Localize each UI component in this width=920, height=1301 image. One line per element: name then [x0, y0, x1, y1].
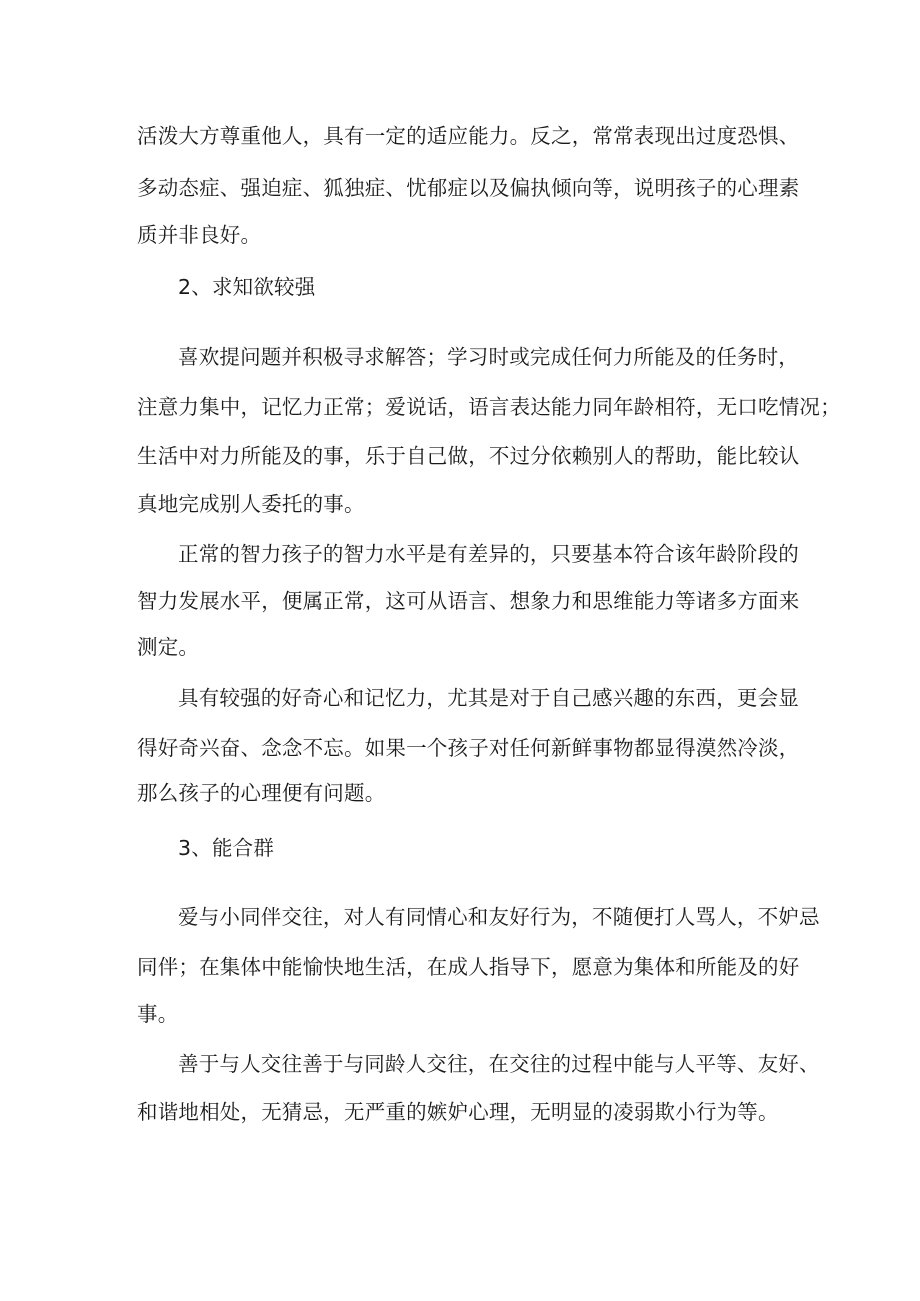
paragraph-2-line-4: 真地完成别人委托的事。 [137, 492, 365, 516]
paragraph-1-line-2: 多动态症、强迫症、狐独症、忧郁症以及偏执倾向等，说明孩子的心理素 [137, 176, 800, 200]
paragraph-2-line-1: 喜欢提问题并积极寻求解答；学习时或完成任何力所能及的任务时， [178, 345, 799, 369]
section-heading-3: 3、能合群 [178, 836, 275, 860]
paragraph-7-line-1: 善于与人交往善于与同龄人交往，在交往的过程中能与人平等、友好、 [178, 1052, 820, 1076]
paragraph-1-line-3: 质并非良好。 [137, 223, 262, 247]
paragraph-3-line-3: 测定。 [137, 635, 200, 659]
paragraph-1-line-1: 活泼大方尊重他人，具有一定的适应能力。反之，常常表现出过度恐惧、 [137, 124, 800, 148]
paragraph-2-line-2: 注意力集中，记忆力正常；爱说话，语言表达能力同年龄相符，无口吃情况； [137, 395, 841, 419]
paragraph-6-line-2: 同伴；在集体中能愉快地生活，在成人指导下，愿意为集体和所能及的好 [137, 955, 800, 979]
paragraph-4-line-2: 得好奇兴奋、念念不忘。如果一个孩子对任何新鲜事物都显得漠然冷淡， [137, 736, 800, 760]
paragraph-2-line-3: 生活中对力所能及的事，乐于自己做，不过分依赖别人的帮助，能比较认 [137, 444, 800, 468]
paragraph-6-line-1: 爱与小同伴交往，对人有同情心和友好行为，不随便打人骂人，不妒忌 [178, 905, 820, 929]
paragraph-4-line-1: 具有较强的好奇心和记忆力，尤其是对于自己感兴趣的东西，更会显 [178, 686, 799, 710]
paragraph-3-line-2: 智力发展水平，便属正常，这可从语言、想象力和思维能力等诸多方面来 [137, 589, 800, 613]
paragraph-4-line-3: 那么孩子的心理便有问题。 [137, 781, 386, 805]
paragraph-7-line-2: 和谐地相处，无猜忌，无严重的嫉妒心理，无明显的凌弱欺小行为等。 [137, 1100, 779, 1124]
paragraph-3-line-1: 正常的智力孩子的智力水平是有差异的，只要基本符合该年龄阶段的 [178, 542, 799, 566]
section-heading-2: 2、求知欲较强 [178, 275, 316, 299]
paragraph-6-line-3: 事。 [137, 1002, 179, 1026]
